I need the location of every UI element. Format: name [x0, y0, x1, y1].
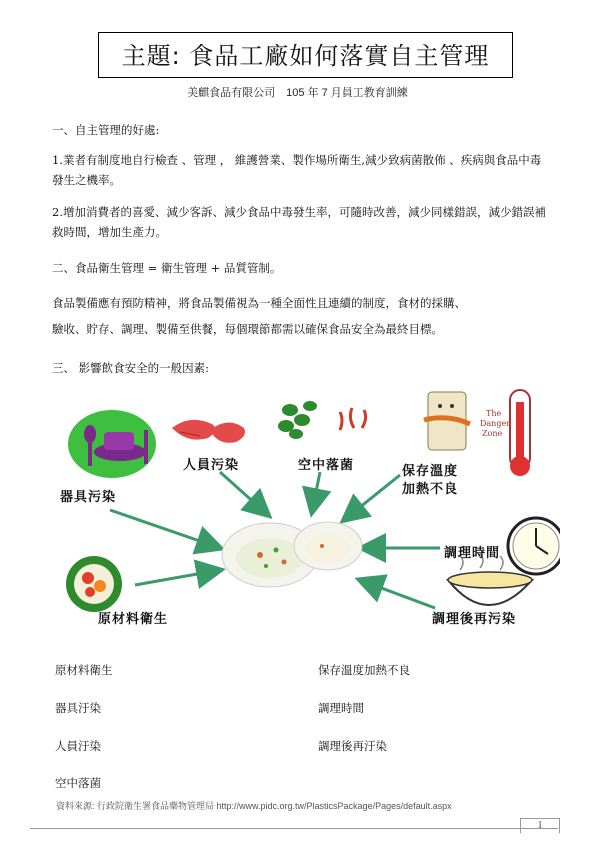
thermometer-illustration	[480, 390, 530, 476]
utensils-illustration	[68, 410, 156, 478]
section-2-line-1: 食品製備應有預防精神，將食品製備視為一種全面性且連續的制度，食材的採購、	[52, 296, 466, 310]
label-post-cook: 調理後再污染	[432, 612, 517, 627]
diagram-svg	[40, 380, 560, 640]
section-1-paragraph-1: 1.業者有制度地自行檢查 、管理 ， 維護營業、製作場所衛生,減少致病菌散佈 、疾病與食品中毒發生之機率。	[52, 153, 542, 187]
raw-material-illustration	[66, 556, 122, 612]
footer-divider	[30, 828, 558, 829]
storage-illustration	[424, 392, 470, 450]
section-1-paragraph-2: 2.增加消費者的喜愛、減少客訴、減少食品中毒發生率，可隨時改善，減少同樣錯誤，減少錯誤補救時間，增加生產力。	[52, 205, 546, 239]
page-number: 1	[520, 818, 560, 833]
section-2-line-2: 驗收、貯存、調理、製備至供餐，每個環節都需以確保食品安全為最終目標。	[52, 322, 443, 336]
arrow-airborne	[312, 472, 320, 512]
arrow-personnel	[220, 472, 268, 515]
thermo-text-2: Danger	[480, 419, 511, 428]
thermo-text-3: Zone	[482, 429, 503, 438]
factor-right-2: 調理時間	[318, 701, 364, 715]
thermo-text-1: The	[486, 409, 502, 418]
germs-illustration	[278, 401, 366, 439]
arrow-storage	[344, 475, 400, 520]
clock-illustration	[508, 518, 560, 574]
arrow-utensils	[110, 510, 220, 548]
arrow-post-cook	[360, 580, 435, 608]
page-subtitle: 美麒食品有限公司 105 年 7 月員工教育訓練	[187, 87, 408, 99]
factor-right-3: 調理後再汙染	[318, 739, 387, 753]
source-note: 資料來源: 行政院衛生署食品藥物管理局 http://www.pidc.org.tw/PlasticsPackage/Pages/default.aspx	[56, 801, 452, 811]
arrow-raw-material	[135, 570, 220, 585]
factor-right-1: 保存溫度加熱不良	[318, 663, 410, 677]
food-safety-diagram	[40, 380, 560, 640]
label-storage-line-2: 加熱不良	[402, 482, 459, 497]
factor-left-3: 人員汙染	[55, 739, 101, 753]
label-airborne: 空中落菌	[298, 458, 355, 473]
section-3-heading: 三、 影響飲食安全的一般因素:	[52, 361, 210, 375]
factor-left-1: 原材料衛生	[55, 663, 113, 677]
section-2-heading: 二、食品衛生管理 = 衛生管理 + 品質管制。	[52, 261, 282, 275]
hands-illustration	[172, 420, 245, 443]
label-raw-material: 原材料衛生	[98, 612, 169, 627]
factor-left-4: 空中落菌	[55, 776, 101, 790]
section-1-heading: 一、自主管理的好處:	[52, 123, 160, 137]
label-utensils: 器具污染	[60, 490, 117, 505]
page-title: 主題: 食品工廠如何落實自主管理	[98, 32, 513, 78]
label-cook-time: 調理時間	[444, 546, 501, 561]
factor-left-2: 器具汙染	[55, 701, 101, 715]
center-food-illustration	[222, 522, 362, 587]
label-personnel: 人員污染	[183, 458, 240, 473]
label-storage-line-1: 保存溫度	[402, 464, 459, 479]
